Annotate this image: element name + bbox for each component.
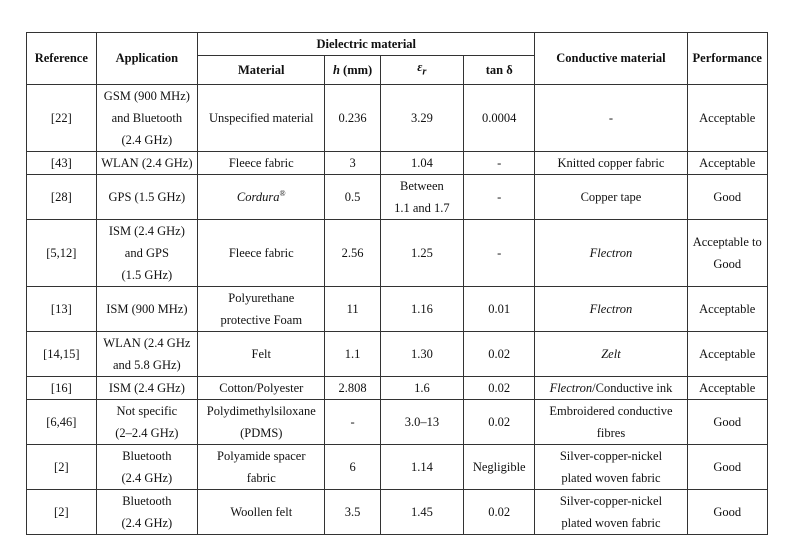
cell-line: ISM (900 MHz) [106, 301, 188, 316]
cell-line: (1.5 GHz) [121, 267, 173, 282]
performance-cell: Good [687, 174, 768, 219]
thickness-cell: 0.236 [325, 84, 380, 151]
application-cell [96, 444, 197, 489]
thickness-cell: 6 [325, 444, 380, 489]
performance-header: Performance [687, 33, 768, 85]
thickness-cell: 11 [325, 286, 380, 331]
cell-line: ISM (2.4 GHz) [108, 223, 185, 238]
cell-line: and 5.8 GHz) [113, 357, 181, 372]
material-cell [198, 399, 325, 444]
cell-line: Polyurethane [228, 290, 295, 305]
table-row [27, 331, 768, 376]
loss-tangent-cell: 0.0004 [464, 84, 535, 151]
application-cell [96, 331, 197, 376]
material-name: Cordura [236, 189, 280, 204]
reference-cell: [16] [27, 376, 97, 399]
table-row [27, 444, 768, 489]
cell-line: Bluetooth [122, 448, 172, 463]
table-row [27, 151, 768, 174]
material-cell: Fleece fabric [198, 151, 325, 174]
permittivity-cell [380, 174, 463, 219]
conductive-name: Flectron [549, 380, 593, 395]
application-cell [96, 399, 197, 444]
table-row [27, 219, 768, 286]
permittivity-cell: 1.16 [380, 286, 463, 331]
cell-line: 1.1 and 1.7 [394, 200, 450, 215]
material-cell: Fleece fabric [198, 219, 325, 286]
conductive-cell: Flectron [535, 286, 687, 331]
thickness-cell: 2.808 [325, 376, 380, 399]
reference-cell: [13] [27, 286, 97, 331]
reference-cell: [22] [27, 84, 97, 151]
material-cell: Felt [198, 331, 325, 376]
cell-line: and Bluetooth [111, 110, 183, 125]
conductive-cell [535, 444, 687, 489]
table-row [27, 399, 768, 444]
cell-line: Silver-copper-nickel [559, 493, 663, 508]
loss-tangent-cell: 0.01 [464, 286, 535, 331]
reference-cell: [14,15] [27, 331, 97, 376]
cell-line: (2.4 GHz) [121, 470, 173, 485]
material-cell: Unspecified material [198, 84, 325, 151]
antenna-materials-table [26, 32, 768, 535]
conductive-header: Conductive material [535, 33, 687, 85]
cell-line: WLAN (2.4 GHz) [101, 155, 193, 170]
permittivity-cell: 1.30 [380, 331, 463, 376]
cell-line: Polyamide spacer [217, 448, 306, 463]
material-header: Material [198, 56, 325, 85]
thickness-cell: 2.56 [325, 219, 380, 286]
table-row [27, 489, 768, 534]
cell-line: (2–2.4 GHz) [115, 425, 179, 440]
performance-cell: Good [687, 489, 768, 534]
reference-cell: [2] [27, 489, 97, 534]
application-header: Application [96, 33, 197, 85]
application-cell [96, 219, 197, 286]
conductive-cell: - [535, 84, 687, 151]
thickness-cell: - [325, 399, 380, 444]
er-subscript: r [422, 66, 427, 78]
performance-cell: Good [687, 444, 768, 489]
cell-line: plated woven fabric [561, 515, 661, 530]
loss-tangent-cell: - [464, 151, 535, 174]
reference-cell: [2] [27, 444, 97, 489]
h-symbol: h [332, 62, 340, 77]
permittivity-cell: 1.45 [380, 489, 463, 534]
loss-tangent-cell: 0.02 [464, 489, 535, 534]
performance-cell: Acceptable [687, 151, 768, 174]
cell-line: ISM (2.4 GHz) [108, 380, 185, 395]
cell-line: Not specific [116, 403, 178, 418]
cell-line: Silver-copper-nickel [559, 448, 663, 463]
table-row [27, 376, 768, 399]
conductive-cell [535, 489, 687, 534]
performance-cell: Acceptable [687, 331, 768, 376]
permittivity-header [380, 56, 463, 85]
loss-tangent-cell: - [464, 219, 535, 286]
material-cell [198, 444, 325, 489]
conductive-cell [535, 399, 687, 444]
dielectric-header: Dielectric material [198, 33, 535, 56]
reference-cell: [5,12] [27, 219, 97, 286]
material-cell: Woollen felt [198, 489, 325, 534]
cell-line: WLAN (2.4 GHz [103, 335, 191, 350]
cell-line: protective Foam [220, 312, 303, 327]
conductive-cell: Zelt [535, 331, 687, 376]
registered-mark: ® [279, 188, 286, 198]
application-cell [96, 174, 197, 219]
loss-tangent-cell: 0.02 [464, 331, 535, 376]
thickness-cell: 0.5 [325, 174, 380, 219]
cell-line: (2.4 GHz) [121, 132, 173, 147]
reference-cell: [6,46] [27, 399, 97, 444]
cell-line: (2.4 GHz) [121, 515, 173, 530]
application-cell [96, 84, 197, 151]
cell-line: Embroidered conductive [549, 403, 673, 418]
permittivity-cell: 3.0–13 [380, 399, 463, 444]
reference-cell: [28] [27, 174, 97, 219]
permittivity-cell: 1.14 [380, 444, 463, 489]
cell-line: Bluetooth [122, 493, 172, 508]
permittivity-cell: 1.25 [380, 219, 463, 286]
permittivity-cell: 1.6 [380, 376, 463, 399]
loss-tangent-header: tan δ [464, 56, 535, 85]
conductive-cell [535, 376, 687, 399]
reference-cell: [43] [27, 151, 97, 174]
table-body [27, 84, 768, 534]
application-cell [96, 151, 197, 174]
loss-tangent-cell: Negligible [464, 444, 535, 489]
material-cell: Cotton/Polyester [198, 376, 325, 399]
header-row-1 [27, 33, 768, 56]
thickness-cell: 3 [325, 151, 380, 174]
cell-line: and GPS [124, 245, 169, 260]
reference-header: Reference [27, 33, 97, 85]
conductive-cell: Knitted copper fabric [535, 151, 687, 174]
thickness-cell: 3.5 [325, 489, 380, 534]
cell-line: Good [713, 256, 742, 271]
cell-line: fibres [596, 425, 626, 440]
cell-line: GPS (1.5 GHz) [108, 189, 186, 204]
cell-line: Between [400, 178, 444, 193]
performance-cell [687, 219, 768, 286]
loss-tangent-cell: - [464, 174, 535, 219]
conductive-cell: Flectron [535, 219, 687, 286]
application-cell [96, 286, 197, 331]
conductive-cell: Copper tape [535, 174, 687, 219]
conductive-rest: /Conductive ink [592, 380, 673, 395]
cell-line: (PDMS) [240, 425, 283, 440]
application-cell [96, 489, 197, 534]
cell-line: Polydimethylsiloxane [206, 403, 316, 418]
performance-cell: Acceptable [687, 376, 768, 399]
er-symbol: ε [417, 60, 423, 74]
performance-cell: Acceptable [687, 286, 768, 331]
cell-line: Acceptable to [692, 234, 762, 249]
loss-tangent-cell: 0.02 [464, 399, 535, 444]
permittivity-cell: 1.04 [380, 151, 463, 174]
cell-line: plated woven fabric [561, 470, 661, 485]
thickness-cell: 1.1 [325, 331, 380, 376]
cell-line: fabric [246, 470, 276, 485]
application-cell [96, 376, 197, 399]
performance-cell: Acceptable [687, 84, 768, 151]
permittivity-cell: 3.29 [380, 84, 463, 151]
material-cell [198, 286, 325, 331]
performance-cell: Good [687, 399, 768, 444]
thickness-header [325, 56, 380, 85]
h-unit: (mm) [339, 62, 373, 77]
loss-tangent-cell: 0.02 [464, 376, 535, 399]
table-row [27, 286, 768, 331]
table-row [27, 84, 768, 151]
cell-line: GSM (900 MHz) [103, 88, 190, 103]
material-cell [198, 174, 325, 219]
table-row [27, 174, 768, 219]
